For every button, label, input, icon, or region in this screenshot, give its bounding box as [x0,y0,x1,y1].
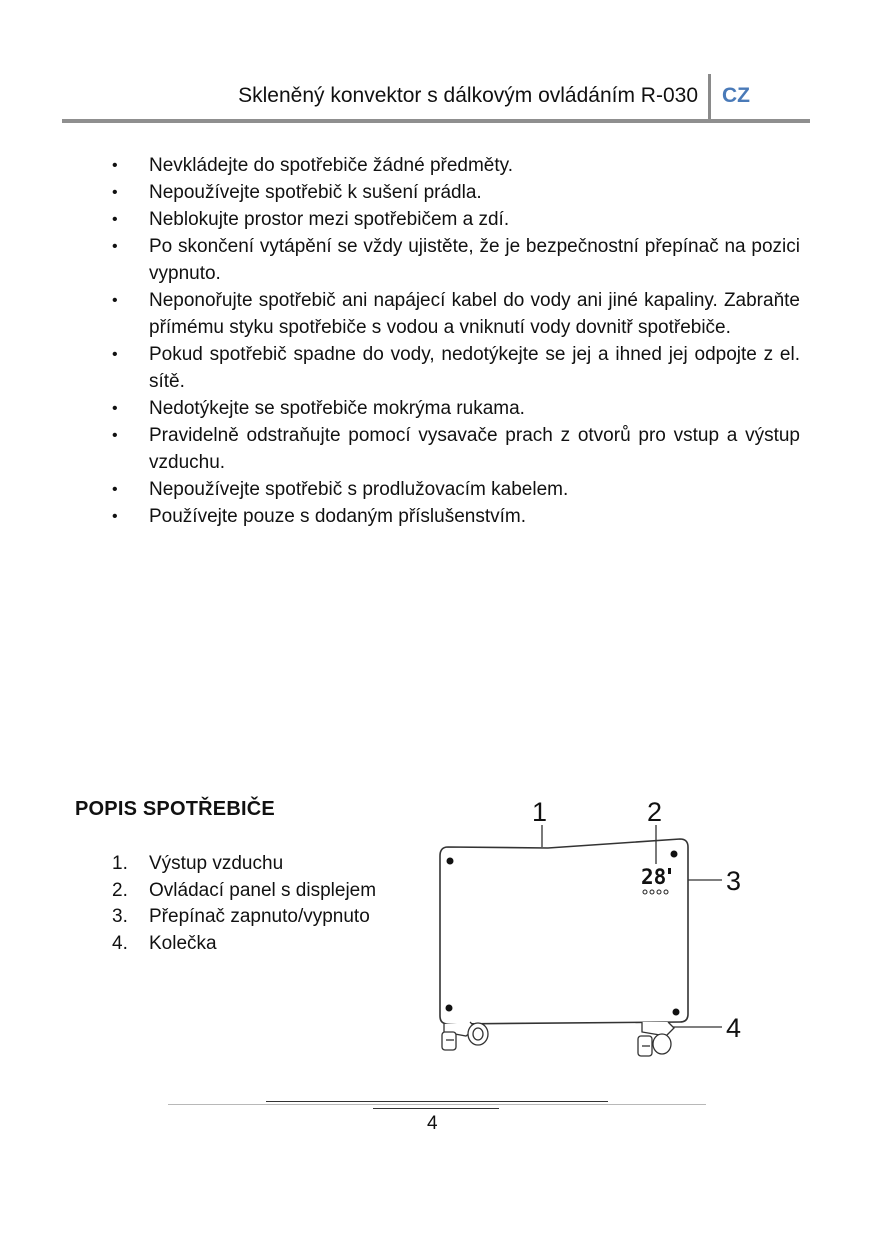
bullet-icon: • [112,346,118,363]
part-number: 4. [112,932,128,954]
list-item-text: Pravidelně odstraňujte pomocí vysavače prach z otvorů pro vstup a výstup vzduchu. [149,425,800,473]
document-title: Skleněný konvektor s dálkovým ovládáním R-030 [238,84,698,107]
parts-list-item [112,851,376,878]
part-label: Kolečka [149,932,217,954]
callout-4: 4 [726,1013,742,1043]
list-item-text: Neponořujte spotřebič ani napájecí kabel do vody ani jiné kapaliny. Zabraňte přímému styku spotřebiče s vodou a vniknutí vody dovnitř spotřebiče. [149,290,800,338]
list-item-text: Neblokujte prostor mezi spotřebičem a zdí. [149,209,510,230]
parts-list-item [112,904,376,931]
bullet-icon: • [112,292,118,309]
parts-list-item [112,878,376,905]
display-indicator [668,868,671,874]
display-reading: 28 [641,865,667,889]
wheel-icon [442,1022,488,1050]
callout-1: 1 [532,797,548,827]
header-divider [708,74,711,122]
list-item [110,287,800,341]
list-item [110,395,800,422]
bullet-icon: • [112,481,118,498]
bullet-icon: • [112,157,118,174]
list-item [110,179,800,206]
parts-list [112,851,376,957]
list-item-text: Nevkládejte do spotřebiče žádné předměty. [149,155,514,176]
callout-2: 2 [647,797,663,827]
footer-rule [373,1108,499,1109]
bullet-icon: • [112,238,118,255]
wheel-icon [638,1022,674,1056]
part-label: Výstup vzduchu [149,853,284,874]
list-item-text: Nepoužívejte spotřebič k sušení prádla. [149,182,482,203]
part-number: 1. [112,853,128,874]
part-number: 2. [112,879,128,901]
bullet-icon: • [112,427,118,444]
bullet-icon: • [112,184,118,201]
list-item-text: Nepoužívejte spotřebič s prodlužovacím kabelem. [149,479,569,500]
footer-rule [266,1101,608,1102]
safety-bullet-list [110,152,800,530]
parts-list-item [112,931,376,958]
screw-icon [673,1009,680,1016]
language-code: CZ [722,84,750,107]
bullet-icon: • [112,211,118,228]
part-label: Přepínač zapnuto/vypnuto [149,906,370,927]
screw-icon [446,1005,453,1012]
part-number: 3. [112,906,128,927]
list-item [110,422,800,476]
screw-icon [671,851,678,858]
list-item [110,233,800,287]
callout-3: 3 [726,866,742,896]
bullet-icon: • [112,508,118,525]
section-title: POPIS SPOTŘEBIČE [75,798,275,820]
header-rule [62,119,810,123]
page-number: 4 [427,1113,438,1134]
list-item-text: Nedotýkejte se spotřebiče mokrýma rukama. [149,398,525,419]
list-item [110,206,800,233]
screw-icon [447,858,454,865]
list-item [110,476,800,503]
list-item [110,503,800,530]
list-item [110,341,800,395]
list-item-text: Pokud spotřebič spadne do vody, nedotýkejte se jej a ihned jej odpojte z el. sítě. [149,344,800,392]
convector-diagram [430,792,760,1067]
footer-rule [168,1104,706,1105]
bullet-icon: • [112,400,118,417]
list-item-text: Po skončení vytápění se vždy ujistěte, že je bezpečnostní přepínač na pozici vypnuto. [149,236,800,284]
list-item-text: Používejte pouze s dodaným příslušenstvím. [149,506,527,527]
part-label: Ovládací panel s displejem [149,879,377,901]
list-item [110,152,800,179]
